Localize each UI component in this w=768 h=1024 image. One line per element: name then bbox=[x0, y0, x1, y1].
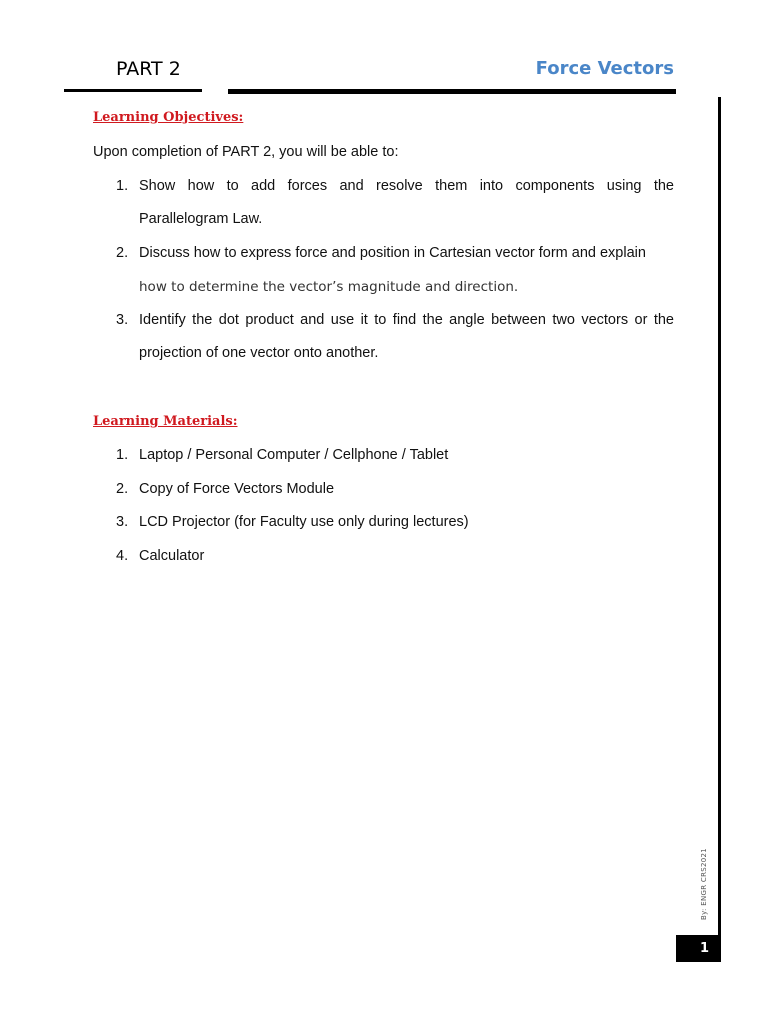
list-item-text: how to determine the vector’s magnitude and direction. bbox=[139, 279, 519, 295]
header-left-bar bbox=[64, 52, 202, 92]
list-item-text: Calculator bbox=[139, 548, 205, 564]
list-item-number: 2. bbox=[116, 245, 129, 261]
list-item-text: Show how to add forces and resolve them into components using the bbox=[139, 178, 674, 194]
header-right-bar bbox=[228, 52, 676, 94]
list-item-text: Discuss how to express force and position in Cartesian vector form and explain bbox=[139, 245, 646, 261]
author-credit: By: ENGR CRS2021 bbox=[700, 847, 708, 920]
list-item-number: 2. bbox=[116, 481, 129, 497]
list-item-number: 4. bbox=[116, 548, 129, 564]
learning-objectives-heading: Learning Objectives: bbox=[93, 110, 244, 125]
list-item-text: LCD Projector (for Faculty use only during lectures) bbox=[139, 514, 469, 530]
list-item-text: Parallelogram Law. bbox=[139, 211, 263, 227]
list-item-number: 3. bbox=[116, 312, 129, 328]
learning-materials-heading: Learning Materials: bbox=[93, 414, 238, 429]
list-item-text: projection of one vector onto another. bbox=[139, 345, 379, 361]
list-item-number: 3. bbox=[116, 514, 129, 530]
objectives-intro: Upon completion of PART 2, you will be able to: bbox=[93, 144, 399, 160]
list-item-number: 1. bbox=[116, 178, 129, 194]
list-item-number: 1. bbox=[116, 447, 129, 463]
right-margin-rule bbox=[718, 97, 721, 935]
list-item-text: Laptop / Personal Computer / Cellphone / Tablet bbox=[139, 447, 449, 463]
list-item-text: Identify the dot product and use it to find the angle between two vectors or the bbox=[139, 312, 674, 328]
page-number: 1 bbox=[676, 935, 721, 962]
module-title: Force Vectors bbox=[535, 58, 674, 79]
part-title: PART 2 bbox=[116, 58, 181, 80]
list-item-text: Copy of Force Vectors Module bbox=[139, 481, 335, 497]
